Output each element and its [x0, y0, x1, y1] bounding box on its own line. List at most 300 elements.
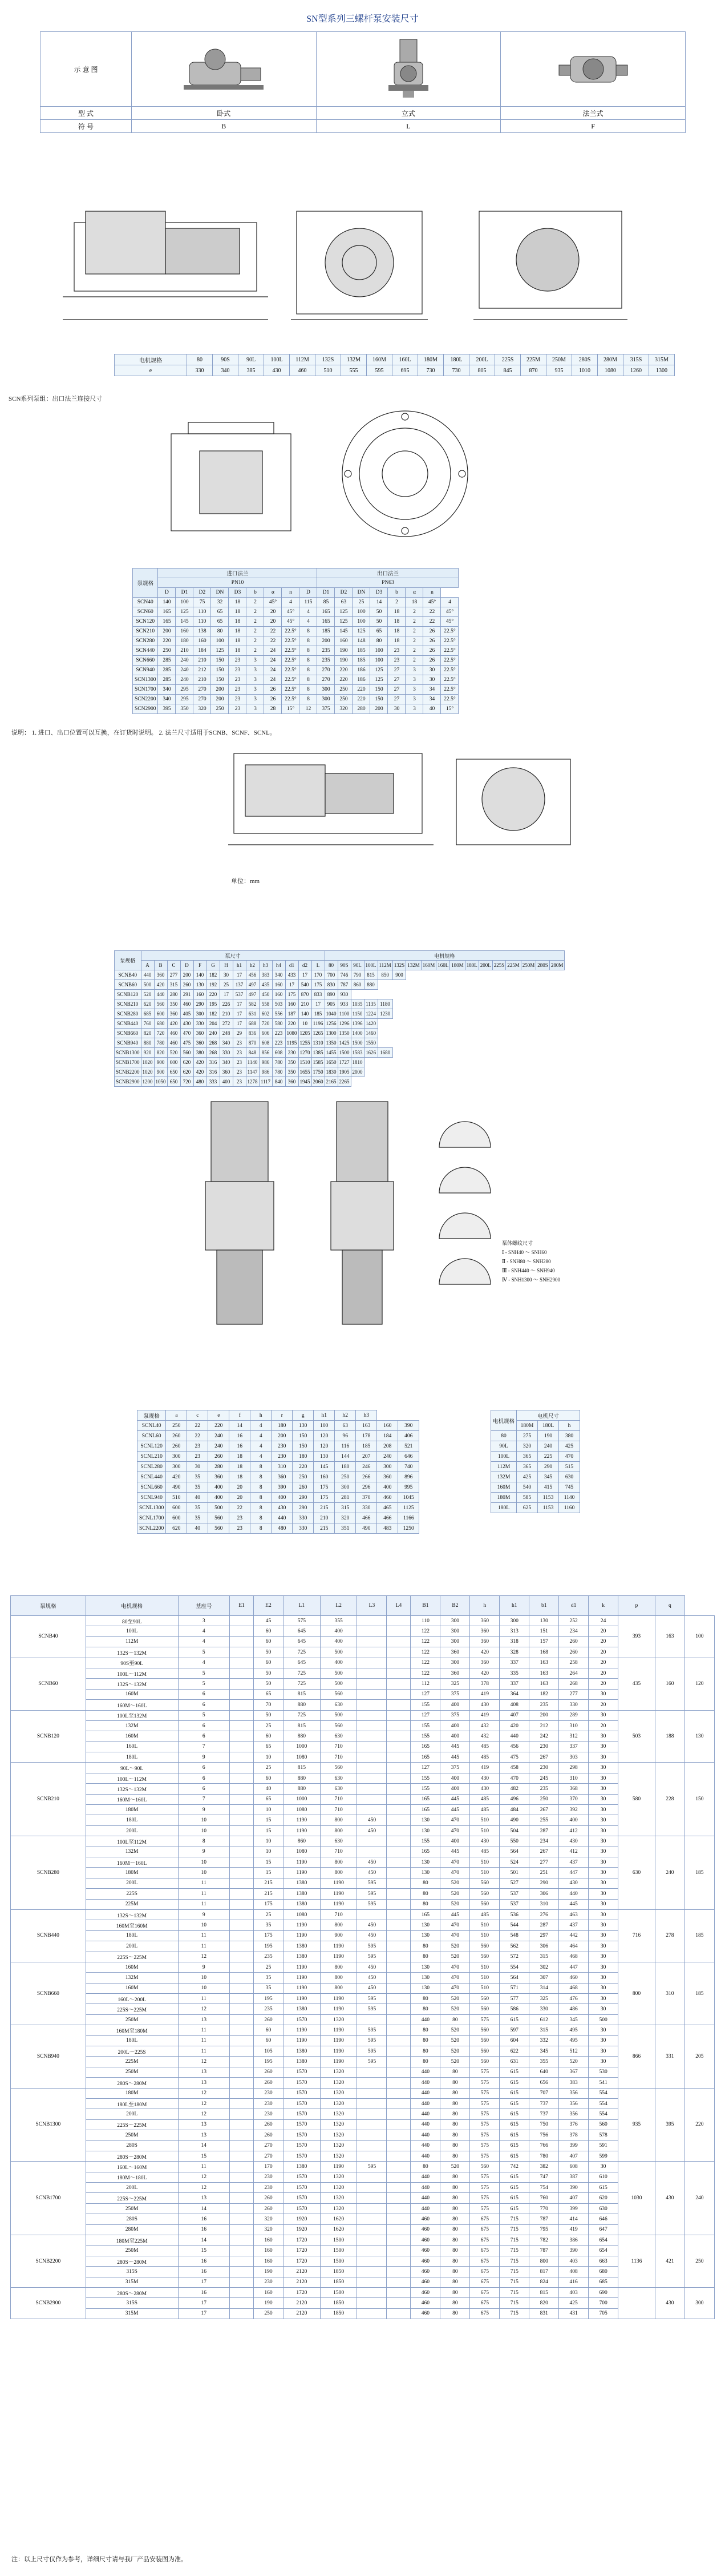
vm-cell: 275: [517, 1431, 538, 1441]
big-header: k: [589, 1596, 618, 1616]
big-cell: 710: [320, 1909, 357, 1920]
inst-cell: 280: [167, 990, 180, 999]
big-cell: 464: [559, 1941, 589, 1952]
vert-cell: 20: [229, 1482, 250, 1493]
vert-cell: 266: [356, 1472, 377, 1482]
inst-cell: 25: [220, 980, 233, 990]
big-cell: [387, 2067, 411, 2077]
vm-cell: 132M: [491, 1472, 517, 1482]
big-cell: 267: [529, 1847, 559, 1857]
big-cell: 17: [178, 2298, 229, 2308]
vert-cell: 995: [398, 1482, 419, 1493]
big-cell: 180M: [86, 1805, 178, 1815]
vert-cell: 23: [229, 1523, 250, 1534]
big-cell: 298: [559, 1763, 589, 1773]
big-cell: 586: [500, 2004, 529, 2014]
big-cell: 1570: [283, 2098, 320, 2109]
flange-row: [133, 607, 459, 617]
big-cell: 25: [253, 1720, 283, 1731]
big-cell: 510: [470, 1920, 500, 1930]
big-cell: 1570: [283, 2183, 320, 2193]
big-cell: [387, 2057, 411, 2067]
big-cell: 1850: [320, 2298, 357, 2308]
flange-cell: 27: [388, 695, 406, 704]
flange-cell: 165: [317, 607, 335, 617]
big-cell: 700: [589, 2298, 618, 2308]
big-cell: 630: [320, 1731, 357, 1741]
big-cell: 710: [320, 1805, 357, 1815]
big-cell: 225M: [86, 1899, 178, 1909]
vert-cell: 300: [166, 1462, 187, 1472]
big-cell: 647: [589, 2224, 618, 2235]
big-cell: 725: [283, 1679, 320, 1689]
inst-cell: 460: [167, 1038, 180, 1048]
vert-cell: SCNL60: [137, 1431, 166, 1441]
big-cell: 831: [529, 2308, 559, 2319]
big-cell: 440: [411, 2067, 440, 2077]
flange-cell: 180: [176, 636, 193, 646]
big-row: [11, 1647, 715, 1658]
flange-cell: 2: [406, 656, 423, 666]
big-cell: 11: [178, 1930, 229, 1941]
vert-row: [137, 1472, 419, 1482]
big-cell: 17: [178, 2308, 229, 2319]
inst-cell: 606: [259, 1029, 272, 1038]
inst-cell: 890: [325, 990, 338, 999]
vert-cell: 8: [250, 1523, 272, 1534]
inst-cell: 1385: [311, 1048, 325, 1058]
big-cell: 450: [357, 1825, 387, 1836]
big-cell: 510: [470, 1815, 500, 1825]
inst-cell: 1585: [311, 1058, 325, 1067]
big-cell: 155: [411, 1773, 440, 1783]
big-cell: 303: [559, 1752, 589, 1763]
flange-cell: 100: [211, 636, 229, 646]
big-cell: 160M至160M: [86, 1920, 178, 1930]
flange-cell: SCN120: [133, 617, 158, 627]
big-cell: 80: [440, 2256, 470, 2266]
big-row: [11, 1741, 715, 1752]
big-cell: 575: [470, 2119, 500, 2130]
inst-cell: 223: [272, 1038, 285, 1048]
big-cell: [387, 1889, 411, 1899]
inst-cell: 260: [180, 980, 193, 990]
inst-cell: 580: [272, 1019, 285, 1029]
big-cell: 132S～132M: [86, 1647, 178, 1658]
big-row: [11, 1847, 715, 1857]
inst-cell: SCNB440: [115, 1019, 141, 1029]
flange-cell: 20: [264, 617, 282, 627]
big-cell: 1920: [283, 2214, 320, 2224]
installation-table: [114, 950, 565, 1087]
spec-value-cell: 1300: [649, 365, 675, 376]
flange-cell: 240: [176, 675, 193, 685]
big-cell: 595: [357, 1878, 387, 1888]
big-cell: 30: [589, 1815, 618, 1825]
big-cell: 400: [320, 1636, 357, 1647]
inst-row: [115, 1058, 565, 1067]
big-cell: [387, 1930, 411, 1941]
big-cell: 13: [178, 2193, 229, 2203]
inst-cell: 17: [311, 999, 325, 1009]
big-cell: 160M～160L: [86, 1700, 178, 1710]
vm-cell: 160M: [491, 1482, 517, 1493]
inst-cell: SCNB2200: [115, 1067, 141, 1077]
big-cell: 460: [411, 2267, 440, 2277]
flange-cell: 24: [264, 666, 282, 675]
big-cell: [357, 2193, 387, 2203]
vertical-pump-diagram: [316, 32, 500, 107]
vert-cell: 315: [335, 1503, 356, 1513]
big-cell: 520: [440, 1899, 470, 1909]
vert-cell: 144: [335, 1452, 356, 1462]
flange-cell: 20: [264, 607, 282, 617]
big-cell: 787: [529, 2246, 559, 2256]
big-row: [11, 2203, 715, 2214]
flange-cell: 250: [335, 685, 353, 695]
big-cell: 16: [178, 2256, 229, 2266]
big-cell: 5: [178, 1679, 229, 1689]
big-cell: [387, 1710, 411, 1720]
inst-cell: 175: [311, 980, 325, 990]
big-cell: [387, 1847, 411, 1857]
flange-cell: 26: [423, 656, 441, 666]
big-cell: 419: [470, 1763, 500, 1773]
big-cell: 615: [500, 2183, 529, 2193]
big-cell: 654: [589, 2235, 618, 2246]
inst-cell: 1350: [338, 1029, 351, 1038]
spec-size-cell: 315S: [623, 354, 649, 365]
big-cell: [357, 1909, 387, 1920]
flange-cell: 28: [264, 704, 282, 714]
spec-size-cell: 225S: [495, 354, 521, 365]
big-cell: [387, 1741, 411, 1752]
big-cell: 1190: [320, 2004, 357, 2014]
big-cell: 445: [440, 1794, 470, 1804]
big-cell: 122: [411, 1647, 440, 1658]
big-cell: 30: [589, 1920, 618, 1930]
big-row: [11, 2151, 715, 2161]
big-cell: [387, 2193, 411, 2203]
big-cell: 160: [253, 2246, 283, 2256]
big-cell: 80: [440, 2109, 470, 2119]
big-cell: 1320: [320, 2193, 357, 2203]
big-cell: [229, 2067, 253, 2077]
big-cell: 260: [559, 1636, 589, 1647]
vert-cell: 521: [398, 1441, 419, 1452]
inst-motor-size: 160L: [436, 961, 450, 970]
big-cell: [229, 2298, 253, 2308]
flange-cell: 280: [353, 704, 370, 714]
big-cell: 10: [253, 1752, 283, 1763]
inst-cell: 300: [193, 1009, 206, 1019]
inst-cell: 333: [206, 1077, 220, 1087]
big-cell: 1570: [283, 2193, 320, 2203]
big-cell: [387, 2203, 411, 2214]
big-row: [11, 1899, 715, 1909]
big-q-cell: 185: [685, 1909, 714, 1962]
big-cell: [229, 1825, 253, 1836]
flange-cell: 18: [229, 636, 246, 646]
big-cell: 615: [500, 2151, 529, 2161]
big-cell: 420: [470, 1668, 500, 1678]
big-cell: 16: [178, 2224, 229, 2235]
inst-cell: 1195: [285, 1038, 298, 1048]
flange-cell: 26: [423, 646, 441, 656]
flange-cell: 23: [229, 685, 246, 695]
big-cell: 10: [178, 1920, 229, 1930]
big-cell: [387, 2308, 411, 2319]
motor-e-table: [114, 354, 675, 376]
big-cell: 390: [559, 2246, 589, 2256]
vert-cell: 210: [314, 1513, 335, 1523]
big-row: [11, 1752, 715, 1763]
big-cell: 230: [253, 2183, 283, 2193]
big-cell: 310: [559, 1773, 589, 1783]
inst-cell: 268: [206, 1048, 220, 1058]
vert-cell: 35: [187, 1472, 208, 1482]
big-cell: 400: [320, 1626, 357, 1636]
inst-cell: 787: [338, 980, 351, 990]
inst-cell: 497: [246, 980, 259, 990]
big-cell: [357, 2298, 387, 2308]
big-cell: 260: [253, 2119, 283, 2130]
flange-cell: 45°: [264, 598, 282, 607]
inst-cell: 746: [338, 970, 351, 980]
flange-note: 说明： 1. 进口、出口位置可以互换，在订货时说明。 2. 法兰尺寸适用于SCNB、SCNF、SCNL。: [11, 729, 276, 736]
big-cell: 595: [357, 2162, 387, 2172]
big-cell: [357, 2109, 387, 2119]
vm-cell: 240: [538, 1441, 559, 1452]
big-cell: [387, 1973, 411, 1983]
inst-cell: 500: [141, 980, 154, 990]
big-cell: 715: [500, 2224, 529, 2235]
big-cell: 230: [529, 1741, 559, 1752]
big-cell: 1320: [320, 2130, 357, 2140]
big-p-cell: 421: [655, 2235, 685, 2288]
flange-cell: 2: [406, 636, 423, 646]
big-cell: [357, 1847, 387, 1857]
big-cell: 675: [470, 2214, 500, 2224]
spec-size-cell: 90S: [213, 354, 238, 365]
big-cell: 400: [559, 1815, 589, 1825]
big-cell: 180L: [86, 1930, 178, 1941]
big-cell: 412: [559, 1847, 589, 1857]
vert-cell: 310: [272, 1462, 293, 1472]
flange-cell: 160: [176, 627, 193, 636]
vert-header: a: [166, 1410, 187, 1421]
big-cell: 325: [529, 1994, 559, 2004]
big-row: [11, 2193, 715, 2203]
flange-cell: 18: [388, 607, 406, 617]
big-p-cell: 430: [655, 2288, 685, 2319]
inst-cell: 316: [206, 1058, 220, 1067]
big-cell: 132S～132M: [86, 1679, 178, 1689]
vert-cell: 40: [187, 1493, 208, 1503]
vert-cell: 480: [272, 1523, 293, 1534]
vert-cell: 220: [293, 1462, 314, 1472]
big-row: [11, 2109, 715, 2119]
flange-cell: 2: [246, 617, 264, 627]
big-row: [11, 2078, 715, 2088]
big-cell: 6: [178, 1720, 229, 1731]
vert-cell: 370: [356, 1493, 377, 1503]
big-cell: 306: [529, 1889, 559, 1899]
big-cell: 130: [411, 1973, 440, 1983]
vert-cell: 290: [293, 1503, 314, 1513]
big-cell: [387, 1689, 411, 1699]
vert-cell: 30: [187, 1462, 208, 1472]
vert-cell: 360: [208, 1472, 229, 1482]
big-cell: 80: [411, 1889, 440, 1899]
big-cell: 345: [529, 2046, 559, 2057]
big-cell: 235: [253, 2004, 283, 2014]
inst-cell: 720: [154, 1029, 167, 1038]
big-cell: 1080: [283, 1752, 320, 1763]
big-cell: 260: [253, 2014, 283, 2025]
big-cell: 440: [411, 2140, 440, 2151]
inst-cell: 2265: [338, 1077, 351, 1087]
big-cell: 1190: [320, 2162, 357, 2172]
big-row: [11, 1720, 715, 1731]
big-cell: 330: [559, 1700, 589, 1710]
inst-cell: 1310: [311, 1038, 325, 1048]
inst-cell: 1425: [338, 1038, 351, 1048]
big-row: [11, 2246, 715, 2256]
big-row: [11, 1658, 715, 1668]
inst-cell: 650: [167, 1067, 180, 1077]
flange-cell: SCN1300: [133, 675, 158, 685]
inst-cell: 17: [233, 999, 246, 1009]
big-cell: 267: [529, 1752, 559, 1763]
vert-cell: 400: [208, 1482, 229, 1493]
inst-cell: SCNB660: [115, 1029, 141, 1038]
inst-motor-size: 90S: [338, 961, 351, 970]
big-cell: 1500: [320, 2256, 357, 2266]
big-cell: [387, 2151, 411, 2161]
big-cell: 190: [253, 2267, 283, 2277]
vert-cell: 281: [335, 1493, 356, 1503]
big-row: [11, 2130, 715, 2140]
big-cell: 20: [589, 1636, 618, 1647]
inst-cell: 2165: [325, 1077, 338, 1087]
big-cell: 510: [470, 1973, 500, 1983]
big-cell: [387, 1941, 411, 1952]
big-cell: 742: [500, 2162, 529, 2172]
flange-cell: 186: [353, 675, 370, 685]
inst-cell: 1230: [378, 1009, 392, 1019]
flange-cell: 18: [229, 627, 246, 636]
flange-cell: SCN660: [133, 656, 158, 666]
vm-cell: 365: [517, 1462, 538, 1472]
big-cell: 155: [411, 1836, 440, 1847]
big-cell: [229, 1930, 253, 1941]
inst-cell: 23: [233, 1058, 246, 1067]
big-cell: 6: [178, 1773, 229, 1783]
flange-cell: SCN440: [133, 646, 158, 656]
big-cell: 30: [589, 1689, 618, 1699]
inst-sub-header: B: [154, 961, 167, 970]
big-cell: 168: [529, 1647, 559, 1658]
inst-cell: 220: [285, 1019, 298, 1029]
vert-cell: 420: [166, 1472, 187, 1482]
inst-sub-header: d1: [285, 961, 298, 970]
big-cell: 24: [589, 1616, 618, 1626]
big-cell: 520: [440, 1994, 470, 2004]
flange-cell: 100: [353, 617, 370, 627]
inst-cell: 540: [298, 980, 311, 990]
flange-caption: SCN系列泵组：出口法兰连接尺寸: [9, 396, 103, 402]
big-cell: [387, 1952, 411, 1962]
flange-row: [133, 656, 459, 666]
vert-cell: SCNL280: [137, 1462, 166, 1472]
inst-cell: 160: [272, 990, 285, 999]
big-cell: 1620: [320, 2224, 357, 2235]
big-cell: 25: [253, 1763, 283, 1773]
flange-cell: 2: [246, 607, 264, 617]
inst-cell: 330: [220, 1048, 233, 1058]
inst-cell: 23: [233, 1067, 246, 1077]
flange-cell: 160: [193, 636, 211, 646]
inst-cell: 475: [180, 1038, 193, 1048]
big-cell: [229, 2288, 253, 2298]
flange-cell: 26: [264, 695, 282, 704]
big-cell: [229, 1626, 253, 1636]
big-cell: 163: [529, 1679, 559, 1689]
big-cell: 277: [559, 1689, 589, 1699]
big-cell: 20: [589, 1626, 618, 1636]
big-cell: 250M: [86, 2067, 178, 2077]
big-cell: 212: [529, 1720, 559, 1731]
big-cell: 163: [529, 1658, 559, 1668]
big-cell: 130: [411, 1857, 440, 1867]
big-cell: 1190: [320, 1889, 357, 1899]
vert-cell: 20: [229, 1493, 250, 1503]
big-cell: 1500: [320, 2246, 357, 2256]
big-cell: 356: [559, 2109, 589, 2119]
big-row: [11, 2277, 715, 2287]
big-cell: 234: [529, 1836, 559, 1847]
big-cell: 30: [589, 1857, 618, 1867]
vert-cell: 35: [187, 1503, 208, 1513]
spec-value-cell: 510: [315, 365, 341, 376]
big-cell: [229, 1700, 253, 1710]
inst-col1: 泵规格: [115, 951, 141, 970]
big-cell: 30: [589, 1752, 618, 1763]
big-cell: 400: [440, 1700, 470, 1710]
big-cell: 782: [529, 2235, 559, 2246]
big-cell: 1570: [283, 2088, 320, 2098]
big-cell: 50: [253, 1647, 283, 1658]
inst-cell: 503: [272, 999, 285, 1009]
big-row: [11, 2214, 715, 2224]
big-cell: 314: [529, 1983, 559, 1993]
inst-cell: SCNB1300: [115, 1048, 141, 1058]
flange-cell: 27: [388, 675, 406, 685]
flange-cell: 100: [353, 607, 370, 617]
big-cell: [229, 1805, 253, 1815]
vert-cell: 8: [250, 1462, 272, 1472]
big-cell: 289: [559, 1710, 589, 1720]
big-row: [11, 2140, 715, 2151]
big-cell: [229, 1983, 253, 1993]
big-cell: 80: [440, 2224, 470, 2235]
inst-cell: 17: [233, 970, 246, 980]
big-cell: 440: [411, 2078, 440, 2088]
big-cell: [229, 2119, 253, 2130]
flange-cell: 32: [211, 598, 229, 607]
inst-cell: 780: [154, 1038, 167, 1048]
